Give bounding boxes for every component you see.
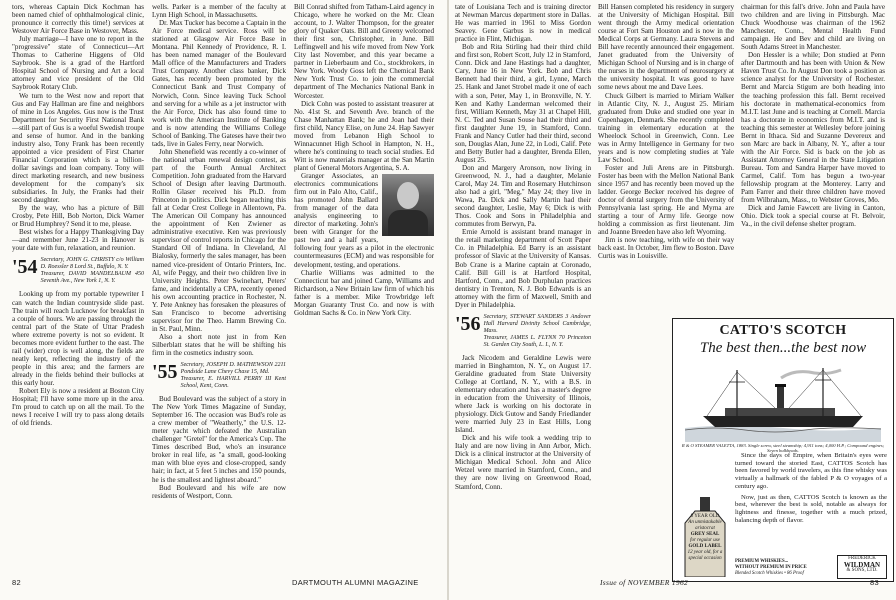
photo-face bbox=[397, 182, 419, 209]
paragraph: Also a short note just in from Ken Silberblatt states that he will be shifting his firm in the cosmetics industry soon. bbox=[152, 332, 286, 358]
class-section-header bbox=[12, 257, 144, 285]
portrait-photo bbox=[382, 174, 434, 236]
left-column-1 bbox=[12, 3, 144, 575]
label-line: GREY SEAL bbox=[690, 532, 720, 537]
paragraph: Foster and Juli Arens are in Pittsburgh. Foster has been with the Mellon National Bank since 1957 and has recently been moved up the ladder. George Becker received his degree of doctor of dental surgery from the University of Pennsylvania last spring. He and Myrna are starting a tour of Army life. George now holding a commission as first lieutenant. Jim and Joanne Breeden have also left Wyoming. bbox=[598, 163, 734, 237]
paragraph: July marriage—I have one to report in the "progressive" state of Connecticut—Art Thomas to Catherine Higgens of Old Saybrook. She is a grad of the Hartford Hospital School of Nursing and Art a local attorney and vice president of the Old Saybrook Rotary Club. bbox=[12, 35, 144, 92]
label-line: for regular use bbox=[690, 538, 720, 543]
paragraph: tors, whereas Captain Dick Kochman has been named chief of ophthalmological clinic, pronounce it correctly this time!) services at Westover Air Force Base in Westover, Mass. bbox=[12, 3, 144, 36]
paragraph: Bill Conrad shifted from Tatham-Laird agency in Chicago, where he worked on the Mr. Clean account, to J. Walter Thompson, for the greater glory of Quaker Oats. Bill and Greeny welcomed their first son, Christopher, in June. Bill Leffingwell and his wife moved from New York City last November, and this year became a partner in Lieberbaum and Co., stockbrokers, in New York. Woody Goss left the Chemical Bank New York Trust Co. to join the commercial department of The Mechanics National Bank in Worcester. bbox=[294, 3, 434, 100]
paragraph: wells. Parker is a member of the faculty at Lynn High School, in Massachusetts. bbox=[152, 3, 286, 20]
secretary-line: Secretary, JOSEPH D. MATHEWSON 2211 Pondside Lane Chevy Chase 15, Md. bbox=[180, 362, 286, 376]
paragraph: tate of Louisiana Tech and is training director at Newman Marcus department store in Dallas. He was married in 1961 to Miss Gordon Seavey. Gene Garbus is now in medical practice in Flint, Michigan. bbox=[455, 3, 591, 44]
class-officers bbox=[41, 257, 144, 285]
ship-caption: R & O STEAMER VALETTA, 1883. Single screw, steel steamship; 4,911 tons; 4,000 H.P.; Compound engines; Seven bulkheads. bbox=[681, 443, 885, 453]
paragraph: Bud Boulevard was the subject of a story in The New York Times Magazine of Sunday, September 16. The occasion was Bud's role as a crew member of "Weatherly," the U.S. 12-meter yacht which defeated the Australian challenger "Gretel" for the America's Cup. The Times described Bud, who's an insurance broker in real life, as "a small, good-looking man with blue eyes and close-cropped, sandy hair; in fact, at 5 feet 5 inches and 150 pounds, he is the smallest and lightest aboard." bbox=[152, 395, 286, 484]
ad-subhead: The best then...the best now bbox=[699, 340, 867, 356]
ad-paragraph: Since the days of Empire, when Britain's eyes were turned toward the storied East, CATTOS Scotch has been favored by world travelers, as this fine whisky was virtually a hallmark of the fabled P & O voyages of a century ago. bbox=[735, 452, 887, 490]
class-year: '55 bbox=[152, 361, 178, 384]
paragraph: By the way, who has a picture of Bill Crosby, Pete Hill, Bob Norton, Dick Warner or Brud Humphrey? Send it to me, please. bbox=[12, 204, 144, 229]
right-footer-issue: Issue of NOVEMBER 1962 bbox=[600, 578, 689, 587]
ad-body bbox=[735, 452, 887, 527]
importer-badge bbox=[837, 555, 887, 579]
paragraph: Don and Margery Aronson, now living in Greenwood, N. J., had a daughter, Melanie Carol, May 24. Tim and Rosemary Hutchinson also had a girl, "Meg," May 24; they live in Wawa, Pa. Dick and Sally Martin had their second daughter, Leslie, May 6; Dick is with Thos. Cook and Sons in Philadelphia and commutes from Berwyn, Pa. bbox=[455, 163, 591, 229]
tagline-line: Blended Scotch Whiskies • 86 Proof bbox=[735, 571, 804, 576]
paragraph: Bob and Rita Stirling had their third child and first son, Robert Scott, July 12 in Stamford, Conn. Dick and Jane Hastings had a daughter, Cary, June 16 in New York. Bob and Chris Bennett had their third, a girl, Lynne, March 25. Hank and Janet Strobel made it one of each with a son, Peter, May 1, in Bronxville, N. Y. Ken and Kathy Landerman welcomed their first, William Kenneth, May 31 at Chapel Hill, N. C. Ted and Susan Souse had their third and first daughter June 19, in Stamford, Conn. Frank and Nancy Cutler had their third, second son, Douglas Alan, June 22, in Lodi, Calif. Pete and Betty Butler had a daughter, Brenda Ellen, August 25. bbox=[455, 43, 591, 164]
paragraph: Looking up from my portable typewriter I can watch the Indian countryside slide past. The train will reach Lucknow for breakfast in a couple of hours. We are passing through the central part of the State of Uttar Pradesh where extreme poverty is not so evident. It becomes more evident further to the east. The rail (wider) crop is well along, the fields are neatly kept, reflecting the industry of the people in this area; and the farmers are already in the fields behind their bullocks at this early hour. bbox=[12, 290, 144, 387]
secretary-line: Secretary, STEWART SANDERS 3 Andover Hall Harvard Divinity School Cambridge, Mass. bbox=[483, 313, 591, 334]
label-line: GOLD LABEL bbox=[688, 544, 722, 549]
ad-paragraph: Now, just as then, CATTOS Scotch is known as the best, wherever the best is sold, notable as always for lightness and finesse, together with a much prized, balancing depth of flavor. bbox=[735, 493, 887, 524]
right-column-1 bbox=[455, 3, 591, 575]
class-year: '56 bbox=[455, 312, 481, 335]
paragraph: John Shenefield was recently a co-winner of the national urban renewal design contest, as part of the Fourth Annual Architect Competition. John graduated from the Harvard School of Design after leaving Dartmouth. Rollin Glaser received his Ph.D. from Princeton in politics. Dick began teaching this fall at Cedar Crest College in Allentown, Pa. The American Oil Company has announced the appointment of Ken Zwiener as administrative executive. Ken was previously supervisor of control reports in Chicago for the Standard Oil of Indiana. In Cleveland, Al Bialosky, formerly the sales manager, has been named vice-president of Ontario Printers, Inc. Al, wife Peggy, and their two children live in University Heights. Peter Swinehart, Peters' fame, and incidentally a CPA, recently opened his own accounting practice in Rochester, N. Y. Pete Ankney has foresaken the pleasures of San Francisco to become advertising supervisor for the Theo. Hamm Brewing Co. in St. Paul, Minn. bbox=[152, 147, 286, 333]
class-year: '54 bbox=[12, 256, 38, 279]
treasurer-line: Treasurer, DAVID MANDELBAUM 450 Seventh Ave., New York 1, N. Y. bbox=[40, 271, 144, 285]
badge-line: FREDERICK bbox=[848, 556, 876, 561]
paragraph: Ernie Arnold is assistant brand manager in the retail marketing department of Scott Paper Co. in Philadelphia. Ed Barry is an assistant professor of Slavic at the University of Kansas. Bob Crane is a Marine captain at Coronado, Calif. Bill Gill is at Hartford Hospital, Hartford, Conn., and Bob Durphulan practices dentistry in Trenton, N. J. Bob Edwards is an attorney with the firm of Maxwell, Smith and Dyer in Philadelphia. bbox=[455, 228, 591, 309]
paragraph: Jim is now teaching, with wife on their way back east. In October, Jim flew to Boston. Dave Curtis was in Louisville. bbox=[598, 236, 734, 261]
paragraph: Dick and Jamie Fawcett are living in Canton, Ohio. Dick took a special course at Ft. Belvoir, Va., in the civil defense shelter program. bbox=[741, 204, 885, 229]
class-section-header bbox=[455, 314, 591, 349]
right-column-3 bbox=[741, 3, 885, 315]
photo-body bbox=[388, 210, 428, 236]
class-section-header bbox=[152, 362, 286, 390]
left-column-2 bbox=[152, 3, 286, 575]
paragraph: chairman for this fall's drive. John and Paula have two children and are living in Pittsburgh. Mac Chuck Woodhouse was chairman of the 1962 Manchester, Conn., Mental Health Fund campaign. He and Bev and child are living on South Adams Street in Manchester. bbox=[741, 3, 885, 52]
paragraph: Robert Ely is now a resident at Boston City Hospital; I'll have some more up in the area. I'm proud to catch up on all the mail. To the news I receive I will try to pass along details of old friends. bbox=[12, 387, 144, 428]
paragraph: Don Hessler is a while; Don studied at Penn after Dartmouth and has been with Union & New Haven Trust Co. In August Don took a position as science analyst for the University of Rochester. Bernt and Marcia Stigum are both heading into the teaching profession this fall. Bernt received his doctorate in mathematical-economics from M.I.T. last June and is teaching at Cornell. Marcia has a doctorate in economics from M.I.T. and is teaching this semester at Wellesley before joining Bernt in Ithaca. Sid and Suzanne Devereux and son Marc are back in Albany, N. Y., after a tour with the Air Force. Sid is back on the job as Assistant Attorney General in the State Litigation Bureau. Tom and Sandra Harper have moved to Carmel, Calif. Tom has begun a two-year fellowship program at the Monterey. Larry and Pam Farrer and their three children have moved from Wilbraham, Mass., to Webster Groves, Mo. bbox=[741, 51, 885, 205]
secretary-line: Secretary, JOHN G. CHRISTY c/o William D. Roessler 8 Lord St., Buffalo, N. Y. bbox=[40, 257, 144, 271]
paragraph: Chuck Gilbert is married to Miriam Walker in Atlantic City, N. J., August 25. Miriam graduated from Duke and studied one year in Copenhagen, Denmark. She recently completed training in elementary education at the Wheelock School in Greenwich, Conn. Lee was in Army Intelligence in Germany for two years and is now completing studies at Yale Law School. bbox=[598, 91, 734, 164]
left-footer-title: DARTMOUTH ALUMNI MAGAZINE bbox=[292, 578, 419, 587]
cattos-scotch-ad bbox=[672, 318, 894, 582]
paragraph: Dick and his wife took a wedding trip to Italy and are now living in Ann Arbor, Mich. Dick is a clinical instructor at the University of Michigan Medical School. John and Alice Wetzel were married in Stamford, Conn., and they are now living on Greenwood Road, Stamford, Conn. bbox=[455, 434, 591, 491]
paragraph: We turn to the West now and report that Gus and Fay Hallman are fine and neighbors of mine in Los Angeles. Gus now is the Trust Department for Security First National Bank—still part of Gus is a woeful Swedish troupe and sense of humor. And in the banking industry also, Tony Frank has been recently appointed a vice president of First Charter Financial Corporation which is a billion-dollar savings and loan company. Tony will direct marketing research, and new business development for the company's six subsidiaries. In July, the Franks had their second daughter. bbox=[12, 91, 144, 205]
treasurer-line: Treasurer, E. HARVILL PERRY III Kent School, Kent, Conn. bbox=[180, 376, 286, 390]
bottle-label bbox=[681, 514, 729, 562]
label-line: 12 year old, for a special occasion bbox=[687, 550, 723, 561]
paragraph: Bud Boulevard and his wife are now residents of Westport, Conn. bbox=[152, 483, 286, 500]
ad-tagline bbox=[735, 559, 835, 577]
paragraph: Dr. Max Tucker has become a Captain in the Air Force medical service. Ross will be stationed at Glasgow Air Force Base in Montana. Phil Kennedy of Providence, R. I. has been named manager of the Boulevard Mall office of the Manufacturers and Traders Trust Company. Another class banker, Dick Gates, has recently been promoted by the Connecticut Bank and Trust Company of Norwich, Conn. Since leaving Tuck School and serving for a while as a jet instructor with the Air Force, Dick has also found time to work with the American Institute of Banking and is now attending the Williams College School of Banking. The Gateses have their two tads, live in Gales Ferry, near Norwich. bbox=[152, 19, 286, 148]
class-officers bbox=[484, 314, 591, 349]
label-line: 8 YEAR OLD bbox=[690, 514, 720, 519]
badge-line: & SONS, LTD. bbox=[846, 568, 878, 573]
tagline-line: PREMIUM WHISKIES... bbox=[735, 559, 789, 564]
steamship-illustration bbox=[685, 364, 881, 442]
paragraph: Best wishes for a Happy Thanksgiving Day—and remember June 21-23 in Hanover is your date with fun, relaxation, and reunion. bbox=[12, 228, 144, 253]
ad-headline: CATTO'S SCOTCH bbox=[719, 323, 847, 338]
paragraph: Charlie Williams was admitted to the Connecticut bar and joined Camp, Williams and Richardson, a New Britain law firm of which his father is a member. Mike Trowbridge left Morgan Guaranty Trust Co. and now is with Goldman Sachs & Co. in New York City. bbox=[294, 268, 434, 317]
page-gutter bbox=[447, 0, 449, 600]
class-officers bbox=[181, 362, 286, 390]
treasurer-line: Treasurer, JAMES L. FLYNN 70 Princeton St. Garden City South, L. I., N. Y. bbox=[483, 334, 591, 348]
label-line: An unmistakable aristocrat bbox=[688, 520, 722, 531]
paragraph: Granger Associates, an electronics communications firm out in Palo Alto, Calif., has promoted John Ballard from manager of the data analysis engineering to director of marketing. John's been with Granger for the past two and a half years, following four years as a pilot in the electronic countermeasures (ECM) and was responsible for development, testing, and operations. bbox=[294, 171, 434, 269]
right-page-number: 83 bbox=[870, 578, 879, 587]
badge-line: WILDMAN bbox=[843, 561, 881, 569]
left-column-3 bbox=[294, 3, 434, 575]
paragraph: Bill Hansen completed his residency in surgery at the University of Michigan Hospital. Bill went through the Army medical orientation course at Fort Sam Houston and is now in the Medical Corps at Germany. Laura Stevens and Bill have recently announced their engagement. Janet graduated from the University of Michigan School of Nursing and is in charge of the nurses in the department of neurosurgery at the university hospital. It was good to have some news about me and Dave Lees. bbox=[598, 3, 734, 92]
paragraph: Jack Nicodem and Geraldine Lewis were married in Binghamton, N. Y., on August 17. Geraldine graduated from State University College at Cortland, N. Y., with a B.S. in elementary education and has a master's degree in education from the University of Illinois, where Jack is working on his doctorate in physiology. Dick Gutow and Sandy Friedlander were married July 23 in East Hills, Long Island. bbox=[455, 353, 591, 435]
left-page-number: 82 bbox=[12, 578, 21, 587]
paragraph: Dick Cohn was posted to assistant treasurer at No. 41st St. and Seventh Ave. branch of the Chase Manhattan Bank; he and Joan had their first child, Nancy Elise, on June 24. Hap Sawyer moved from Lebanon High School to Winnacunnet High School in Hampton, N. H., where he's continuing to teach social studies. Ed Witt is now materials manager at the San Martin plant of General Motors Argentina, S. A. bbox=[294, 99, 434, 172]
right-column-2 bbox=[598, 3, 734, 315]
tagline-line: WITHOUT PREMIUM IN PRICE bbox=[735, 565, 807, 570]
